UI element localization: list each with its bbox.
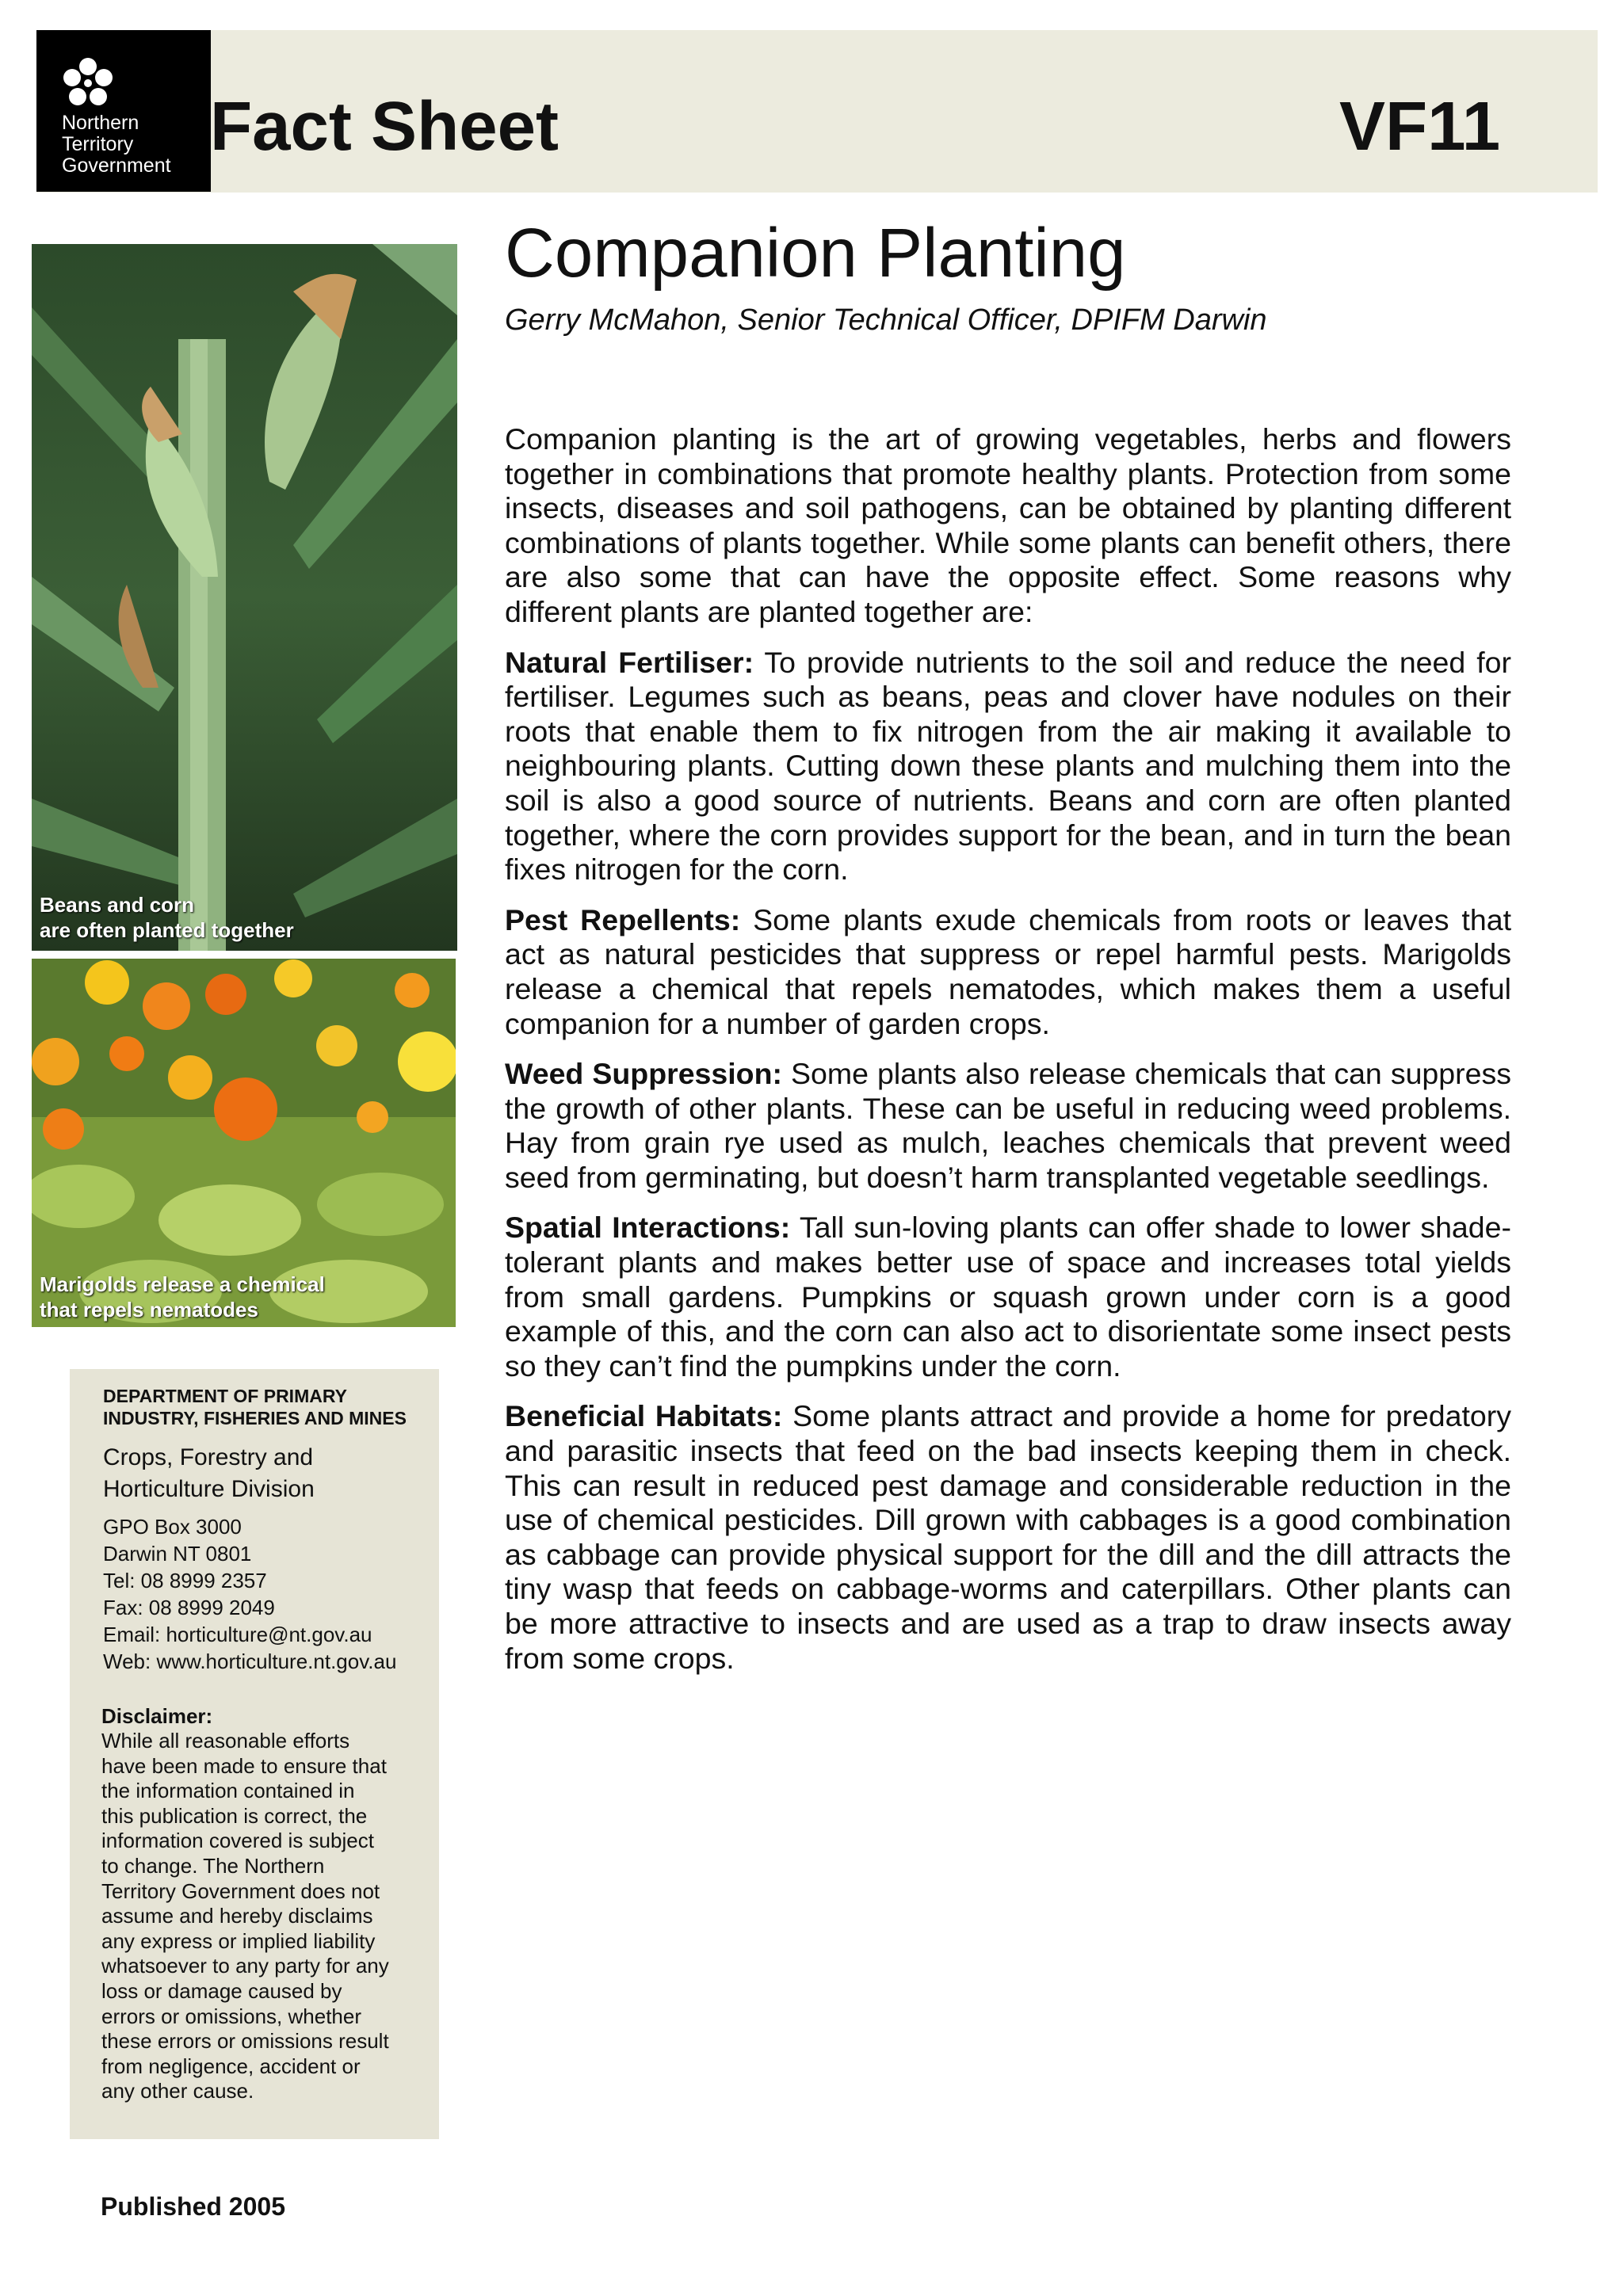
disclaimer-line: this publication is correct, the bbox=[101, 1803, 368, 1828]
division-line: Crops, Forestry and bbox=[103, 1444, 314, 1470]
caption-line: are often planted together bbox=[40, 918, 294, 942]
logo-text bbox=[62, 113, 208, 177]
disclaimer-line: from negligence, accident or bbox=[101, 2054, 361, 2078]
section-paragraph bbox=[505, 1057, 1511, 1195]
intro-paragraph: Companion planting is the art of growing vegetables, herbs and flowers together in combinations that promote healthy plants. Protection from some insects, diseases and soil pathogens, can be obtained by planting different combinations of plants together. While some plants can benefit others, there are also some that can have the opposite effect. Some reasons why different plants are planted together are: bbox=[505, 422, 1511, 628]
corn-photo bbox=[32, 244, 457, 951]
contact-box bbox=[70, 1369, 439, 2139]
disclaimer-text bbox=[101, 1729, 418, 2104]
section-text: To provide nutrients to the soil and reduce the need for fertiliser. Legumes such as beans, peas and clover have nodules on their roots that enable them to fix nitrogen from the air making it available to neighbouring plants. Cutting down these plants and mulching them into the soil is also a good source of nutrients. Beans and corn are often planted together, where the corn provides support for the bean, and in turn the bean fixes nitrogen for the corn. bbox=[505, 645, 1511, 887]
marigold-caption bbox=[40, 1272, 325, 1322]
disclaimer-line: information covered is subject bbox=[101, 1829, 374, 1853]
section-text: Some plants exude chemicals from roots or leaves that act as natural pesticides that suppress or repel harmful pests. Marigolds release a chemical that repels nematodes, which makes them a useful companion for a number of garden crops. bbox=[505, 902, 1511, 1040]
department-line: DEPARTMENT OF PRIMARY bbox=[103, 1386, 347, 1406]
website: Web: www.horticulture.nt.gov.au bbox=[103, 1650, 397, 1673]
section-term: Pest Repellents: bbox=[505, 902, 741, 936]
telephone: Tel: 08 8999 2357 bbox=[103, 1569, 267, 1592]
caption-line: Beans and corn bbox=[40, 893, 195, 917]
author-line: Gerry McMahon, Senior Technical Officer, DPIFM Darwin bbox=[505, 303, 1267, 337]
disclaimer-heading: Disclaimer: bbox=[101, 1704, 213, 1728]
section-paragraph bbox=[505, 1211, 1511, 1383]
corn-caption bbox=[40, 892, 294, 943]
logo-line: Government bbox=[62, 154, 171, 177]
logo-line: Northern bbox=[62, 112, 139, 134]
section-paragraph bbox=[505, 903, 1511, 1041]
caption-line: Marigolds release a chemical bbox=[40, 1272, 325, 1296]
disclaimer-line: assume and hereby disclaims bbox=[101, 1904, 373, 1928]
section-term: Beneficial Habitats: bbox=[505, 1399, 783, 1433]
section-text: Tall sun-loving plants can offer shade to lower shade-tolerant plants and makes better use of space and increases total yields from small gardens. Pumpkins or squash grown under corn is a good example of this, and the corn can also act to disorientate some insect pests so they can’t find the pumpkins under the corn. bbox=[505, 1211, 1511, 1383]
division-line: Horticulture Division bbox=[103, 1476, 315, 1502]
logo-line: Territory bbox=[62, 133, 134, 155]
marigold-photo bbox=[32, 959, 456, 1327]
caption-line: that repels nematodes bbox=[40, 1298, 258, 1322]
article-body bbox=[505, 422, 1511, 1691]
section-term: Weed Suppression: bbox=[505, 1057, 782, 1091]
section-text: Some plants also release chemicals that can suppress the growth of other plants. These can be useful in reducing weed problems. Hay from grain rye used as mulch, leaches chemicals that prevent weed seed from germinating, but doesn’t harm transplanted vegetable seedlings. bbox=[505, 1057, 1511, 1194]
section-text: Some plants attract and provide a home for predatory and parasitic insects that feed on the bad insects keeping them in check. This can result in reduced pest damage and considerable reduction in the use of chemical pesticides. Dill grown with cabbages is a good combination as cabbage can provide physical support for the dill and the dill attracts the tiny wasp that feeds on cabbage-worms and caterpillars. Other plants can be more attractive to insects and are used as a trap to draw insects away from some crops. bbox=[505, 1399, 1511, 1675]
disclaimer-line: any express or implied liability bbox=[101, 1928, 376, 1953]
disclaimer-line: Territory Government does not bbox=[101, 1878, 380, 1903]
page-title: Companion Planting bbox=[505, 215, 1126, 292]
nt-government-logo bbox=[36, 30, 211, 192]
flower-logo-icon bbox=[60, 55, 116, 111]
department-name bbox=[103, 1385, 407, 1429]
disclaimer-line: While all reasonable efforts bbox=[101, 1729, 350, 1753]
corn-illustration bbox=[32, 244, 457, 951]
department-line: INDUSTRY, FISHERIES AND MINES bbox=[103, 1408, 407, 1428]
division-name bbox=[103, 1442, 315, 1505]
disclaimer-line: these errors or omissions result bbox=[101, 2029, 389, 2054]
disclaimer-line: have been made to ensure that bbox=[101, 1753, 387, 1778]
city-postcode: Darwin NT 0801 bbox=[103, 1542, 252, 1566]
email: Email: horticulture@nt.gov.au bbox=[103, 1623, 372, 1646]
disclaimer-line: any other cause. bbox=[101, 2079, 254, 2103]
disclaimer-line: the information contained in bbox=[101, 1779, 355, 1803]
contact-details bbox=[103, 1513, 396, 1675]
disclaimer-line: loss or damage caused by bbox=[101, 1978, 342, 2003]
section-paragraph bbox=[505, 1399, 1511, 1676]
fax: Fax: 08 8999 2049 bbox=[103, 1596, 275, 1619]
fact-sheet-code: VF11 bbox=[1339, 88, 1501, 165]
disclaimer-line: errors or omissions, whether bbox=[101, 2004, 361, 2028]
section-paragraph bbox=[505, 646, 1511, 887]
disclaimer-line: whatsoever to any party for any bbox=[101, 1954, 389, 1978]
section-term: Spatial Interactions: bbox=[505, 1211, 791, 1245]
po-box: GPO Box 3000 bbox=[103, 1515, 242, 1539]
published-date: Published 2005 bbox=[101, 2192, 285, 2221]
disclaimer-line: to change. The Northern bbox=[101, 1853, 325, 1878]
fact-sheet-title: Fact Sheet bbox=[210, 88, 559, 165]
section-term: Natural Fertiliser: bbox=[505, 645, 754, 679]
